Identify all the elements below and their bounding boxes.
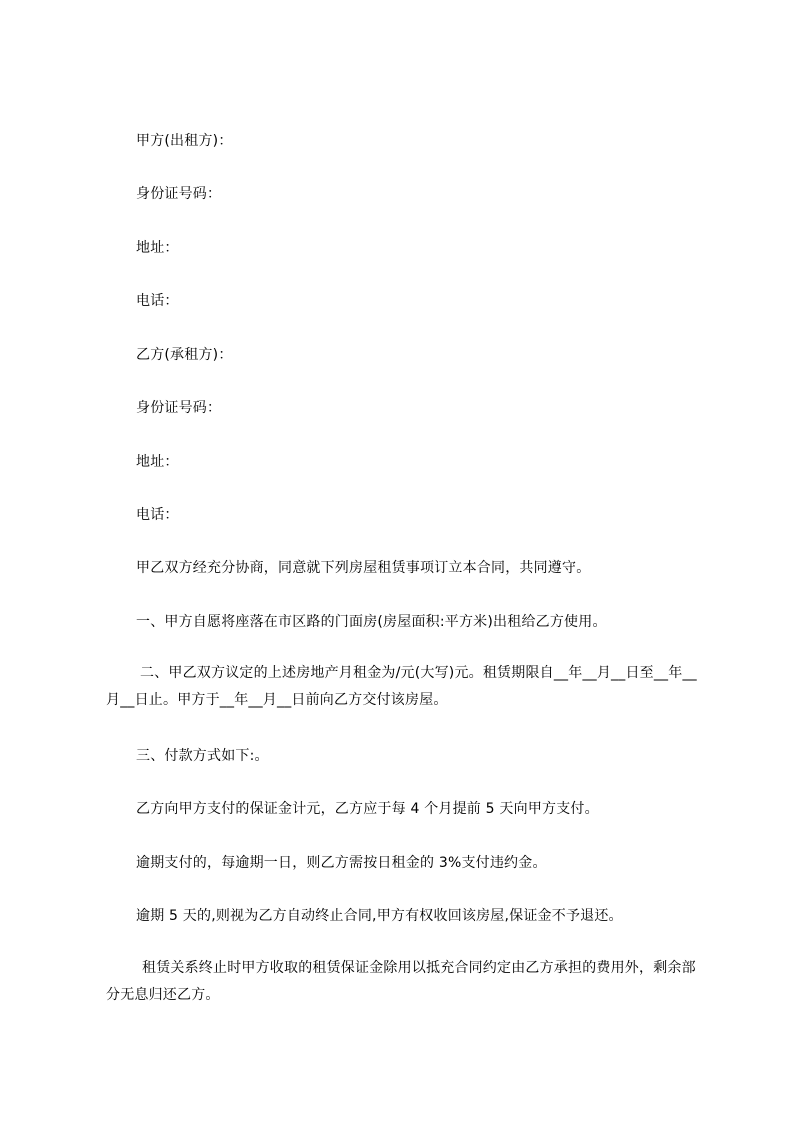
agreement-intro-paragraph: 甲乙双方经充分协商，同意就下列房屋租赁事项订立本合同，共同遵守。 xyxy=(136,560,591,576)
lessee-label: 乙方(承租方)： xyxy=(136,347,233,363)
late-payment-paragraph: 逾期支付的，每逾期一日，则乙方需按日租金的 3%支付违约金。 xyxy=(136,855,547,871)
clause-three-heading: 三、付款方式如下:。 xyxy=(136,748,269,764)
clause-two-paragraph: 二、甲乙双方议定的上述房地产月租金为/元(大写)元。租赁期限自__年__月__日至__年__月__日止。甲方于__年__月__日前向乙方交付该房屋。 xyxy=(106,665,697,708)
lessee-phone-label: 电话： xyxy=(136,507,179,523)
lessee-address-label: 地址： xyxy=(136,454,179,470)
lessor-phone-label: 电话： xyxy=(136,293,179,309)
lessor-address-label: 地址： xyxy=(136,240,179,256)
deposit-refund-paragraph: 租赁关系终止时甲方收取的租赁保证金除用以抵充合同约定由乙方承担的费用外，剩余部分无息归还乙方。 xyxy=(106,960,696,1003)
termination-paragraph: 逾期 5 天的,则视为乙方自动终止合同,甲方有权收回该房屋,保证金不予退还。 xyxy=(136,908,623,924)
lessor-id-number-label: 身份证号码： xyxy=(136,186,222,202)
lessee-id-number-label: 身份证号码： xyxy=(136,400,222,416)
clause-one-paragraph: 一、甲方自愿将座落在市区路的门面房(房屋面积:平方米)出租给乙方使用。 xyxy=(136,614,607,630)
deposit-paragraph: 乙方向甲方支付的保证金计元，乙方应于每 4 个月提前 5 天向甲方支付。 xyxy=(136,801,599,817)
lessor-label: 甲方(出租方)： xyxy=(136,133,233,149)
